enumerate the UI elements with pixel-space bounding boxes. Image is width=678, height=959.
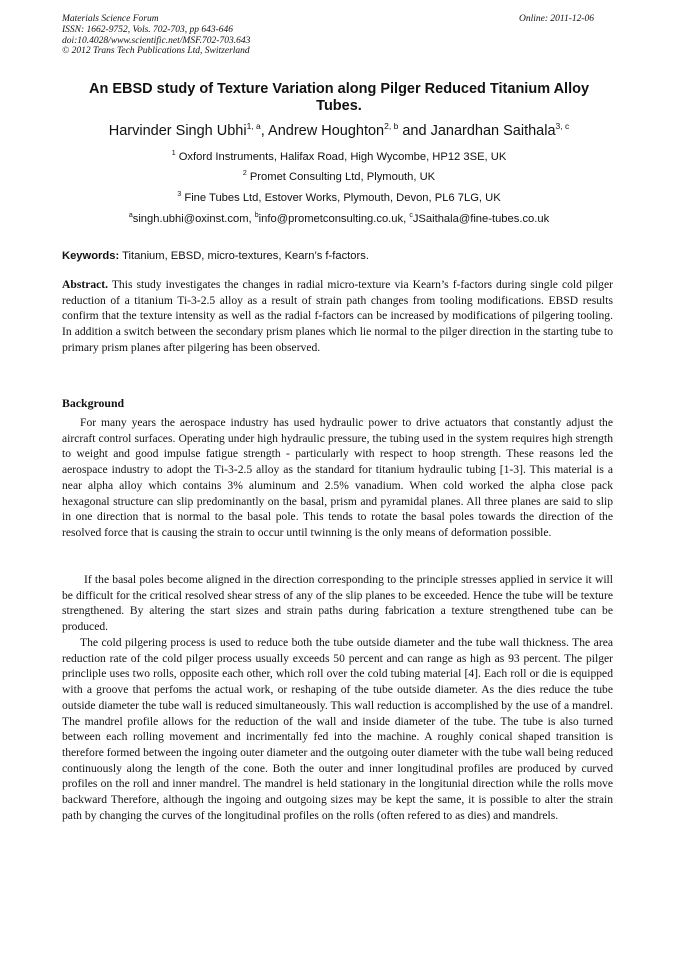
email-link[interactable]: JSaithala@fine-tubes.co.uk — [412, 213, 550, 225]
keywords-text: Titanium, EBSD, micro-textures, Kearn’s f-factors. — [119, 250, 369, 262]
affiliation-text: Fine Tubes Ltd, Estover Works, Plymouth, Devon, PL6 7LG, UK — [184, 192, 501, 204]
email-superscript: c — [409, 212, 413, 219]
email-link[interactable]: info@prometconsulting.co.uk, — [258, 213, 410, 225]
author-superscript: 3, c — [555, 121, 570, 131]
author-name: Andrew Houghton — [268, 123, 385, 139]
email-superscript: a — [128, 212, 133, 219]
abstract-paragraph — [62, 277, 613, 356]
journal-name: Materials Science Forum — [62, 14, 159, 24]
email-link[interactable]: singh.ubhi@oxinst.com, — [132, 213, 255, 225]
author-separator: and — [398, 123, 431, 139]
email-line — [40, 213, 638, 225]
section-heading: Background — [62, 396, 125, 410]
body-paragraph: For many years the aerospace industry has used hydraulic power to drive actuators that constantly adjust the aircraft control surfaces. Operating under high hydraulic pressure, the tubing used in the system requires high strength to weight and good impulse fatigue strength - particularly with respect to hoop strength. These reasons led the aerospace industry to adopt the Ti-3-2.5 alloy as the standard for titanium hydraulic tubing [1-3]. This material is a near alpha alloy which contains 3% aluminum and 2.5% vanadium. When cold worked the alpha close pack hexagonal structure can slip predominantly on the basal, prism and pyramidal planes. All three planes are said to slip in one direction that is normal to the basal pole. This tends to rotate the basal poles towards the direction of the resolved force that is causing the strain to occur until twinning is the only means of deformation possible. — [62, 416, 613, 539]
body-paragraph: The cold pilgering process is used to reduce both the tube outside diameter and the tube wall thickness. The area reduction rate of the cold pilger process usually exceeds 50 percent and can range as high as 93 percent. The pilger princliple uses two rolls, opposite each other, which roll over the cold tubing material [4]. Each roll or die is equipped with a groove that perfoms the actual work, or reshaping of the tube outside diameter. As the dies reduce the tube outside diameter the tube wall is reduced simultaneously. This wall reduction is accomplished by the use of a mandrel. The mandrel profile allows for the reduction of the wall and inside diameter of the tube. The tube is also turned between each rolling movement and incrimentally fed into the machine. A roughly conical shaped transition is therefore formed between the ingoing outer diameter and the outgoing outer diameter with the tube wall being reduced continuously along the length of the cone. Both the outer and inner longitudinal profiles are produced by curved profiles on the roll and inner mandrel. The mandrel is held stationary in the longitunial direction while the rolls move backward Therefore, although the ingoing and outgoing sizes may be kept the same, it is possible to alter the strain path by changing the curves of the longitudinal profiles on the rolls (often refered to as dies) and mandrels. — [62, 636, 613, 822]
copyright-line: © 2012 Trans Tech Publications Ltd, Switzerland — [62, 46, 250, 57]
email-superscript: b — [254, 212, 259, 219]
keywords-line — [62, 250, 369, 262]
author-separator: , — [260, 123, 269, 139]
affiliation-2 — [40, 171, 638, 183]
issn-line: ISSN: 1662-9752, Vols. 702-703, pp 643-646 — [62, 24, 233, 35]
paper-title: An EBSD study of Texture Variation along Pilger Reduced Titanium Alloy Tubes. — [88, 81, 590, 114]
journal-header — [62, 14, 250, 57]
author-superscript: 1, a — [246, 121, 261, 131]
affiliation-1 — [40, 151, 638, 163]
abstract-label: Abstract. — [62, 278, 109, 291]
affiliation-superscript: 3 — [177, 191, 182, 198]
doi-line: doi:10.4028/www.scientific.net/MSF.702-703.643 — [62, 35, 251, 46]
online-date: Online: 2011-12-06 — [519, 14, 595, 24]
author-name: Harvinder Singh Ubhi — [108, 123, 247, 139]
affiliation-text: Oxford Instruments, Halifax Road, High Wycombe, HP12 3SE, UK — [178, 151, 507, 163]
affiliation-superscript: 1 — [171, 150, 176, 157]
affiliation-superscript: 2 — [242, 170, 247, 177]
author-list — [40, 123, 638, 139]
affiliation-text: Promet Consulting Ltd, Plymouth, UK — [249, 171, 436, 183]
keywords-label: Keywords: — [62, 250, 120, 262]
body-paragraph: If the basal poles become aligned in the direction corresponding to the principle stresses applied in service it will be difficult for the critical resolved shear stress of any of the slip planes to be exceeded. Hence the tube will be texture strengthened. By altering the start sizes and strain paths during fabrication a texture strengthened tube can be produced. — [62, 573, 613, 634]
abstract-text: This study investigates the changes in radial micro-texture via Kearn’s f-factors during single cold pilger reduction of a titanium Ti-3-2.5 alloy as a result of strain path changes from tooling modifications. EBSD results confirm that the texture intensity as well as the radial f-factors can be increased by modifications of pilgering tooling. In addition a switch between the secondary prism planes which lie normal to the pilger direction in the starting tube to primary prism planes after pilgering has been observed. — [62, 278, 613, 354]
author-name: Janardhan Saithala — [430, 123, 556, 139]
author-superscript: 2, b — [384, 121, 399, 131]
affiliation-3 — [40, 192, 638, 204]
